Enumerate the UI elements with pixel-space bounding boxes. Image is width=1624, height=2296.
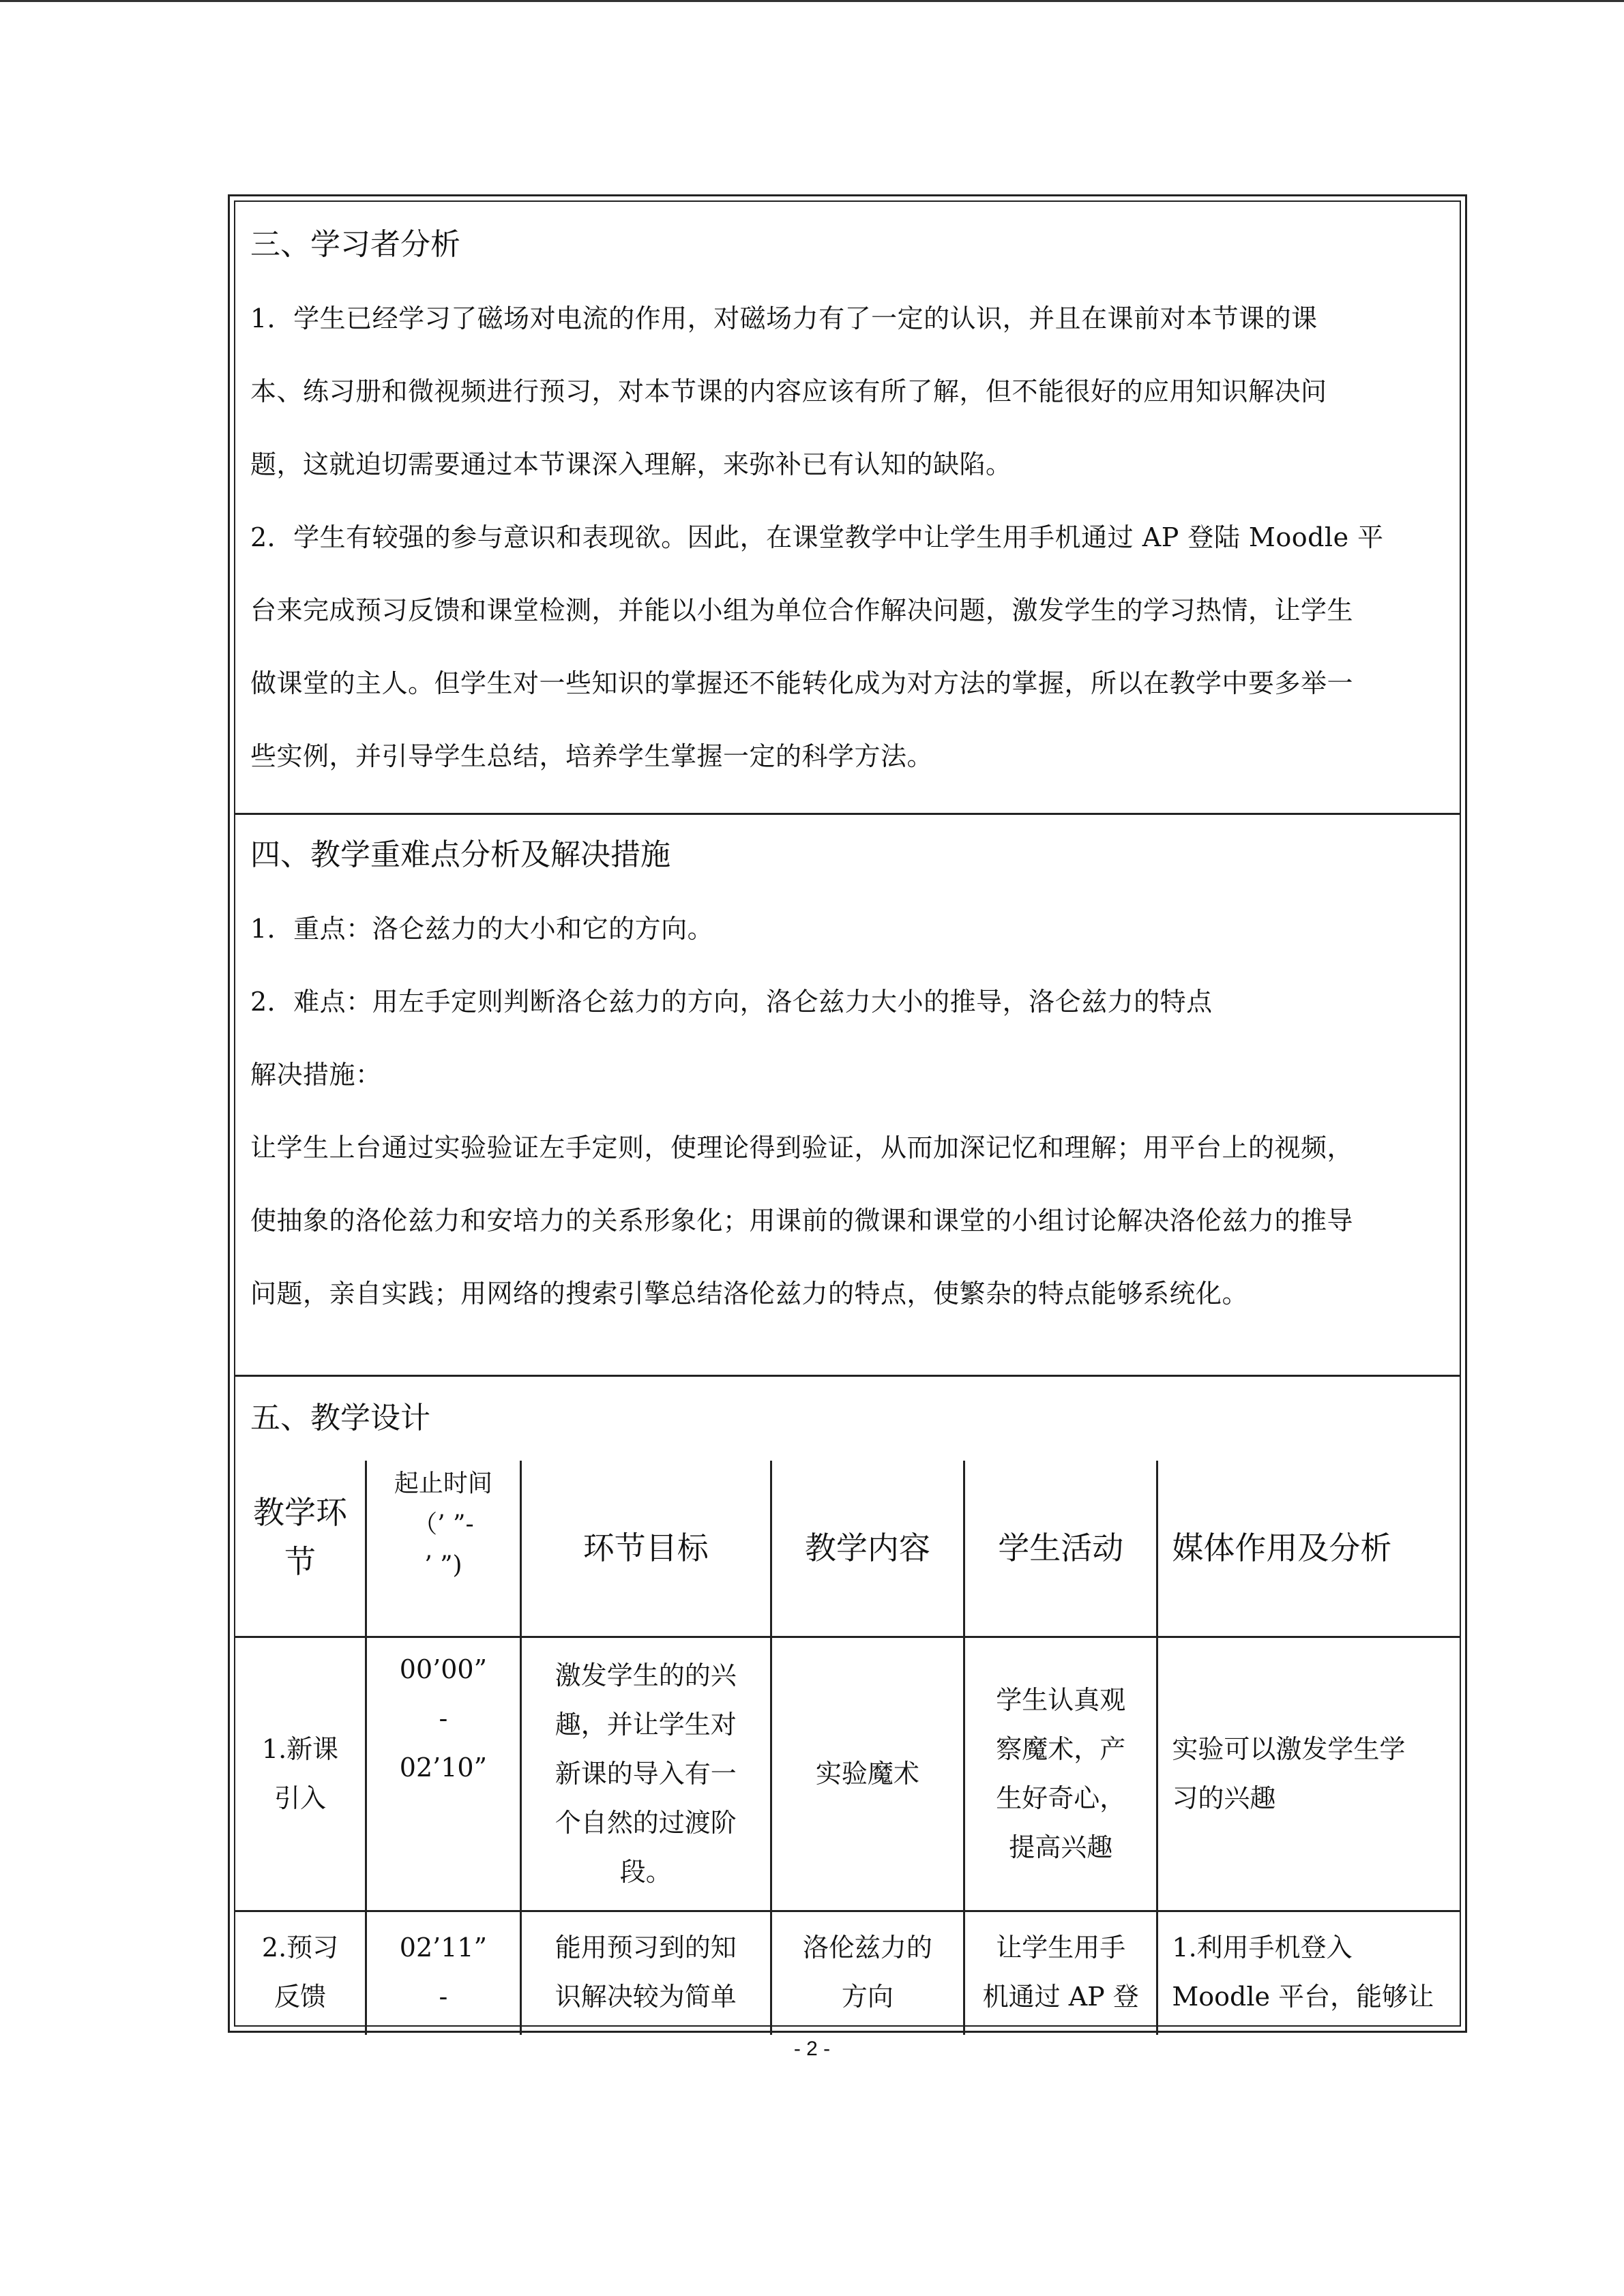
- cell-line: 02’11”: [399, 1932, 488, 1963]
- cell-stage: [235, 1911, 366, 2035]
- page-number: - 2 -: [793, 2038, 831, 2060]
- cell-content: [771, 1911, 964, 2035]
- cell-goal: [520, 1637, 771, 1911]
- cell-line: -: [439, 1703, 448, 1733]
- cell-line: 段。: [619, 1857, 672, 1887]
- paragraph-line: 本、练习册和微视频进行预习，对本节课的内容应该有所了解，但不能很好的应用知识解决问: [250, 376, 1327, 406]
- cell-line: 机通过 AP 登: [982, 1981, 1139, 2012]
- paragraph-line: 2．学生有较强的参与意识和表现欲。因此，在课堂教学中让学生用手机通过 AP 登陆 Moodle 平: [250, 522, 1384, 552]
- table-header-row: [235, 1461, 1460, 1637]
- cell-line: 趣，并让学生对: [555, 1710, 737, 1740]
- paragraph-line: 使抽象的洛伦兹力和安培力的关系形象化；用课前的微课和课堂的小组讨论解决洛伦兹力的推导: [250, 1206, 1354, 1236]
- paragraph-line: 些实例，并引导学生总结，培养学生掌握一定的科学方法。: [250, 741, 934, 771]
- cell-line: 00’00”: [399, 1654, 488, 1684]
- cell-stage: [235, 1637, 366, 1911]
- section-title: 三、学习者分析: [250, 227, 460, 262]
- cell-activity: [964, 1911, 1157, 2035]
- paragraph-line: 台来完成预习反馈和课堂检测，并能以小组为单位合作解决问题，激发学生的学习热情，让学生: [250, 595, 1354, 625]
- measures-label: 解决措施：: [250, 1060, 382, 1090]
- cell-line: 1.利用手机登入: [1172, 1932, 1353, 1963]
- paragraph-line: 题，这就迫切需要通过本节课深入理解，来弥补已有认知的缺陷。: [250, 449, 1012, 479]
- teaching-design-table: [235, 1461, 1460, 2035]
- cell-line: 识解决较为简单: [555, 1981, 737, 2012]
- section-key-points: [235, 813, 1460, 1375]
- header-activity: 学生活动: [964, 1461, 1157, 1637]
- header-stage-line: 教学环: [253, 1494, 348, 1531]
- cell-activity: [964, 1637, 1157, 1911]
- cell-time: [366, 1637, 521, 1911]
- header-content: 教学内容: [771, 1461, 964, 1637]
- table-row: [235, 1911, 1460, 2035]
- cell-media: [1157, 1911, 1460, 2035]
- paragraph-line: 1．学生已经学习了磁场对电流的作用，对磁场力有了一定的认识，并且在课前对本节课的课: [250, 303, 1318, 333]
- cell-line: 02’10”: [399, 1752, 488, 1783]
- cell-line: 反馈: [274, 1981, 327, 2012]
- cell-line: 提高兴趣: [1009, 1832, 1113, 1862]
- table-row: [235, 1637, 1460, 1911]
- document-table-frame: [228, 194, 1467, 2033]
- cell-line: 察魔术，产: [996, 1734, 1126, 1764]
- cell-line: 激发学生的的兴: [555, 1660, 737, 1690]
- section-design-title: [235, 1375, 1460, 1461]
- cell-line: Moodle 平台，能够让: [1172, 1981, 1434, 2012]
- header-time-line: （’ ”-: [413, 1510, 474, 1538]
- paragraph-line: 做课堂的主人。但学生对一些知识的掌握还不能转化成为对方法的掌握，所以在教学中要多举一: [250, 668, 1354, 698]
- header-goal: 环节目标: [520, 1461, 771, 1637]
- cell-goal: [520, 1911, 771, 2035]
- header-time-line: 起止时间: [394, 1470, 492, 1497]
- document-table: [234, 200, 1461, 2027]
- cell-line: -: [439, 1981, 448, 2012]
- cell-content: [771, 1637, 964, 1911]
- section-title: 四、教学重难点分析及解决措施: [250, 837, 670, 872]
- cell-line: 习的兴趣: [1172, 1783, 1276, 1813]
- cell-line: 方向: [841, 1981, 894, 2012]
- cell-time: [366, 1911, 521, 2035]
- top-edge-line: [0, 0, 1624, 2]
- header-time: [366, 1461, 521, 1637]
- section-title: 五、教学设计: [250, 1401, 430, 1435]
- cell-line: 能用预习到的知: [555, 1932, 737, 1963]
- header-stage-line: 节: [284, 1543, 316, 1580]
- header-stage: [235, 1461, 366, 1637]
- cell-line: 实验魔术: [815, 1759, 919, 1789]
- cell-media: [1157, 1637, 1460, 1911]
- cell-line: 引入: [274, 1783, 327, 1813]
- key-focus-text: 1．重点：洛仑兹力的大小和它的方向。: [250, 914, 714, 944]
- cell-line: 学生认真观: [996, 1685, 1126, 1715]
- cell-line: 让学生用手: [996, 1932, 1126, 1963]
- paragraph-line: 问题，亲自实践；用网络的搜索引擎总结洛伦兹力的特点，使繁杂的特点能够系统化。: [250, 1279, 1249, 1309]
- cell-line: 1.新课: [261, 1734, 339, 1764]
- cell-line: 洛伦兹力的: [802, 1932, 932, 1963]
- cell-line: 生好奇心，: [996, 1783, 1126, 1813]
- section-learner-analysis: [235, 202, 1460, 813]
- header-time-line: ’ ”): [424, 1551, 462, 1579]
- paragraph-line: 让学生上台通过实验验证左手定则，使理论得到验证，从而加深记忆和理解；用平台上的视频，: [250, 1133, 1354, 1163]
- cell-line: 个自然的过渡阶: [555, 1808, 737, 1838]
- header-media: 媒体作用及分析: [1157, 1461, 1460, 1637]
- cell-line: 2.预习: [261, 1932, 339, 1963]
- cell-line: 新课的导入有一: [555, 1759, 737, 1789]
- key-difficulty-text: 2．难点：用左手定则判断洛仑兹力的方向，洛仑兹力大小的推导，洛仑兹力的特点: [250, 987, 1213, 1017]
- cell-line: 实验可以激发学生学: [1172, 1734, 1406, 1764]
